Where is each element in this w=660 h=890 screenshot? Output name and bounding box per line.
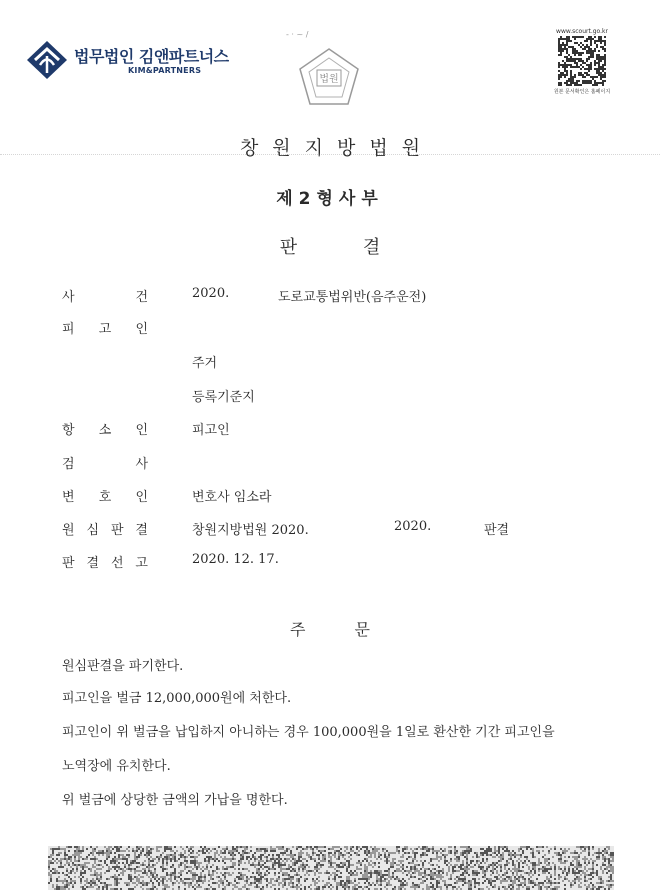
info-label-char: 결 [86, 556, 100, 571]
info-value: 2020. 12. 17. [192, 552, 279, 567]
info-label-char: 피 [62, 322, 75, 337]
info-value: 피고인 [192, 423, 230, 438]
info-label-char: 원 [62, 523, 75, 538]
info-value: 도로교통법위반(음주운전) [278, 290, 427, 305]
order-line: 노역장에 유치한다. [62, 759, 171, 774]
document-verification-qr-icon [558, 36, 606, 86]
document-title: 판 결 [279, 237, 381, 258]
info-label-char: 판 [110, 523, 124, 538]
order-line: 위 벌금에 상당한 금액의 가납을 명한다. [62, 793, 288, 808]
info-value: 판결 [484, 523, 510, 538]
law-firm-name-en: KIM&PARTNERS [128, 66, 202, 75]
seal-text: 법원 [319, 74, 339, 85]
order-line: 피고인을 벌금 12,000,000원에 처한다. [62, 691, 292, 706]
order-line: 피고인이 위 벌금을 납입하지 아니하는 경우 100,000원을 1일로 환산한 기간 피고인을 [62, 725, 555, 740]
info-label-char: 변 [62, 490, 75, 505]
law-firm-name: 법무법인 김앤파트너스 [74, 47, 229, 66]
info-value: 등록기준지 [192, 390, 255, 405]
info-label-char: 항 [62, 423, 75, 438]
info-value: 2020. [394, 519, 432, 534]
info-label-char: 판 [62, 556, 75, 571]
info-label [62, 519, 148, 538]
qr-url: www.scourt.go.kr [556, 28, 608, 35]
info-label-char: 결 [135, 523, 148, 538]
info-label [62, 286, 148, 305]
info-label-char: 건 [135, 290, 148, 305]
law-firm-emblem-icon [26, 40, 68, 80]
info-label-char: 호 [98, 490, 112, 505]
info-label-char: 사 [62, 290, 75, 305]
info-label-char: 검 [62, 457, 75, 472]
info-label-char: 고 [135, 556, 148, 571]
info-label-char: 사 [135, 457, 148, 472]
info-label [62, 453, 148, 472]
info-label-char: 인 [135, 322, 148, 337]
info-label-char: 인 [135, 423, 148, 438]
info-label [62, 318, 148, 337]
info-value: 창원지방법원 2020. [192, 523, 309, 538]
info-value: 2020. [192, 286, 230, 301]
info-label [62, 486, 148, 505]
order-title: 주 문 [290, 620, 370, 639]
info-label [62, 552, 148, 571]
info-value: 주거 [192, 356, 218, 371]
info-label-char: 선 [110, 556, 124, 571]
info-label [62, 419, 148, 438]
info-label-char: 심 [86, 523, 100, 538]
order-line: 원심판결을 파기한다. [62, 659, 184, 674]
court-name: 창원지방법원 [239, 137, 435, 159]
qr-caption: 원본 문서확인은 홈페이지 [553, 89, 611, 95]
redacted-area [48, 846, 614, 890]
court-seal-icon [296, 46, 362, 108]
top-mark: - · ~ / [286, 30, 309, 39]
law-firm-logo [26, 38, 229, 82]
info-label-char: 인 [135, 490, 148, 505]
info-label-char: 고 [98, 322, 112, 337]
division-name: 제2형사부 [276, 189, 384, 209]
info-label-char: 소 [98, 423, 112, 438]
info-value: 변호사 임소라 [192, 490, 272, 505]
